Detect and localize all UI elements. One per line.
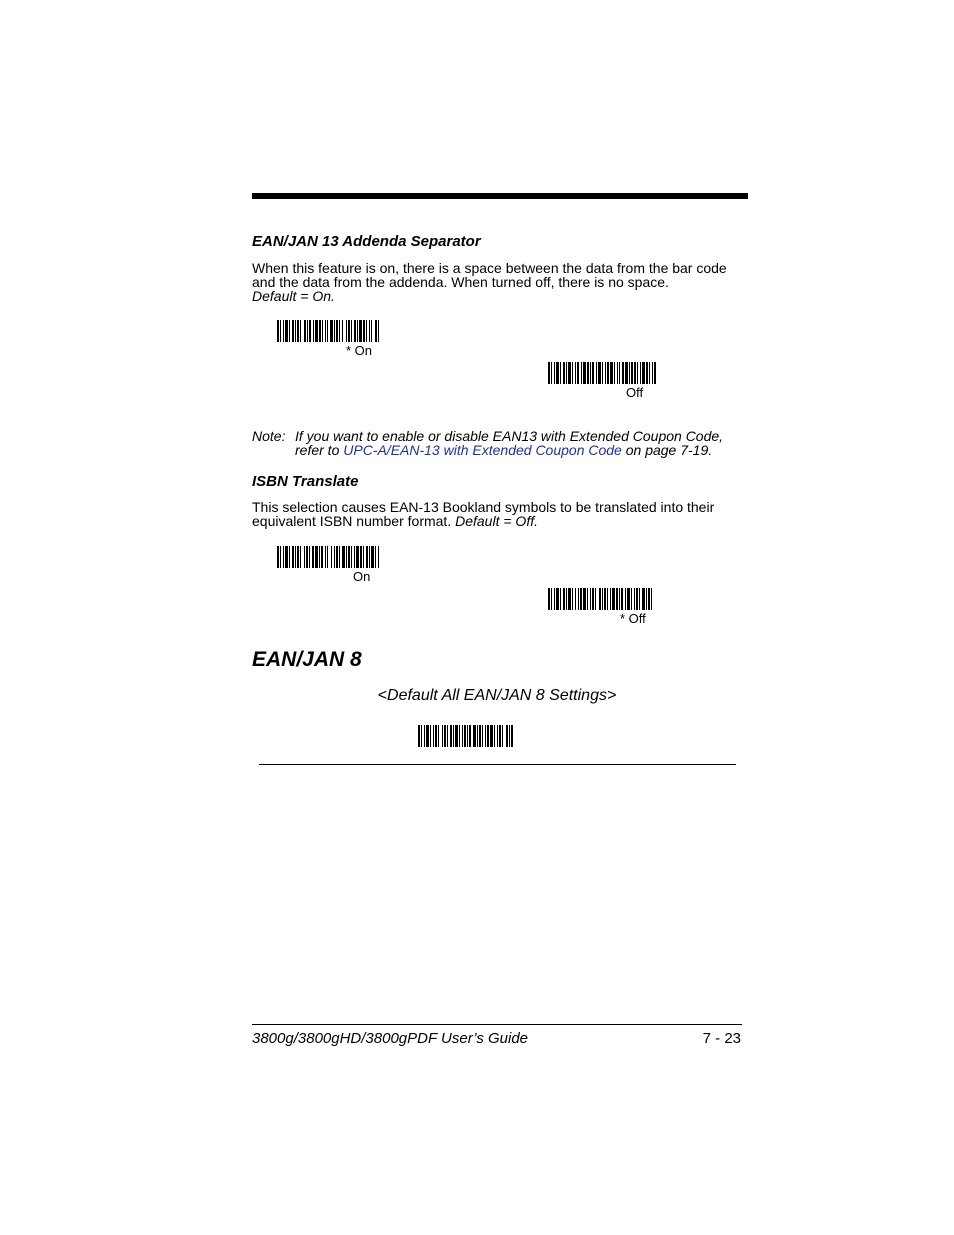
isbn-translate-description [252,500,714,528]
description-line: When this feature is on, there is a space between the data from the bar code [252,260,727,276]
barcode-bar [654,362,656,384]
footer-page-number: 7 - 23 [702,1030,741,1047]
default-value: Default = Off. [455,513,538,529]
section-heading-isbn-translate: ISBN Translate [252,473,359,490]
footer-guide-title: 3800g/3800gHD/3800gPDF User’s Guide [252,1030,529,1047]
option-label-on-default: * On [346,343,373,358]
section-heading-ean-jan-8: EAN/JAN 8 [252,648,362,671]
option-label-off: Off [626,385,644,400]
addenda-separator-description [252,261,727,303]
section-heading-addenda-separator: EAN/JAN 13 Addenda Separator [252,233,481,250]
barcode-space [652,588,654,610]
barcode-space [513,725,514,747]
barcode-isbn-translate-on[interactable] [277,546,380,568]
note-link[interactable]: UPC-A/EAN-13 with Extended Coupon Code [343,442,622,458]
barcode-addenda-separator-on[interactable] [277,320,381,342]
note-line: If you want to enable or disable EAN13 with Extended Coupon Code, [295,428,724,444]
description-line: This selection causes EAN-13 Bookland symbols to be translated into their [252,499,715,515]
barcode-space [379,320,381,342]
section-divider [259,764,736,765]
note-label: Note: [252,428,286,444]
top-rule [252,193,748,199]
option-label-on: On [353,569,371,584]
footer-rule [252,1024,742,1025]
note-text: on page 7-19. [621,442,713,458]
note-text: refer to [295,442,344,458]
description-line: and the data from the addenda. When turned off, there is no space. [252,274,669,290]
description-line: equivalent ISBN number format. [252,513,456,529]
option-label-off-default: * Off [620,611,646,626]
default-value: Default = On. [252,288,335,304]
barcode-isbn-translate-off[interactable] [548,588,654,610]
barcode-default-all-ean-jan-8[interactable] [418,725,514,747]
default-all-settings-label: <Default All EAN/JAN 8 Settings> [377,687,617,704]
note-block [252,428,724,458]
barcode-space [379,546,380,568]
barcode-addenda-separator-off[interactable] [548,362,656,384]
